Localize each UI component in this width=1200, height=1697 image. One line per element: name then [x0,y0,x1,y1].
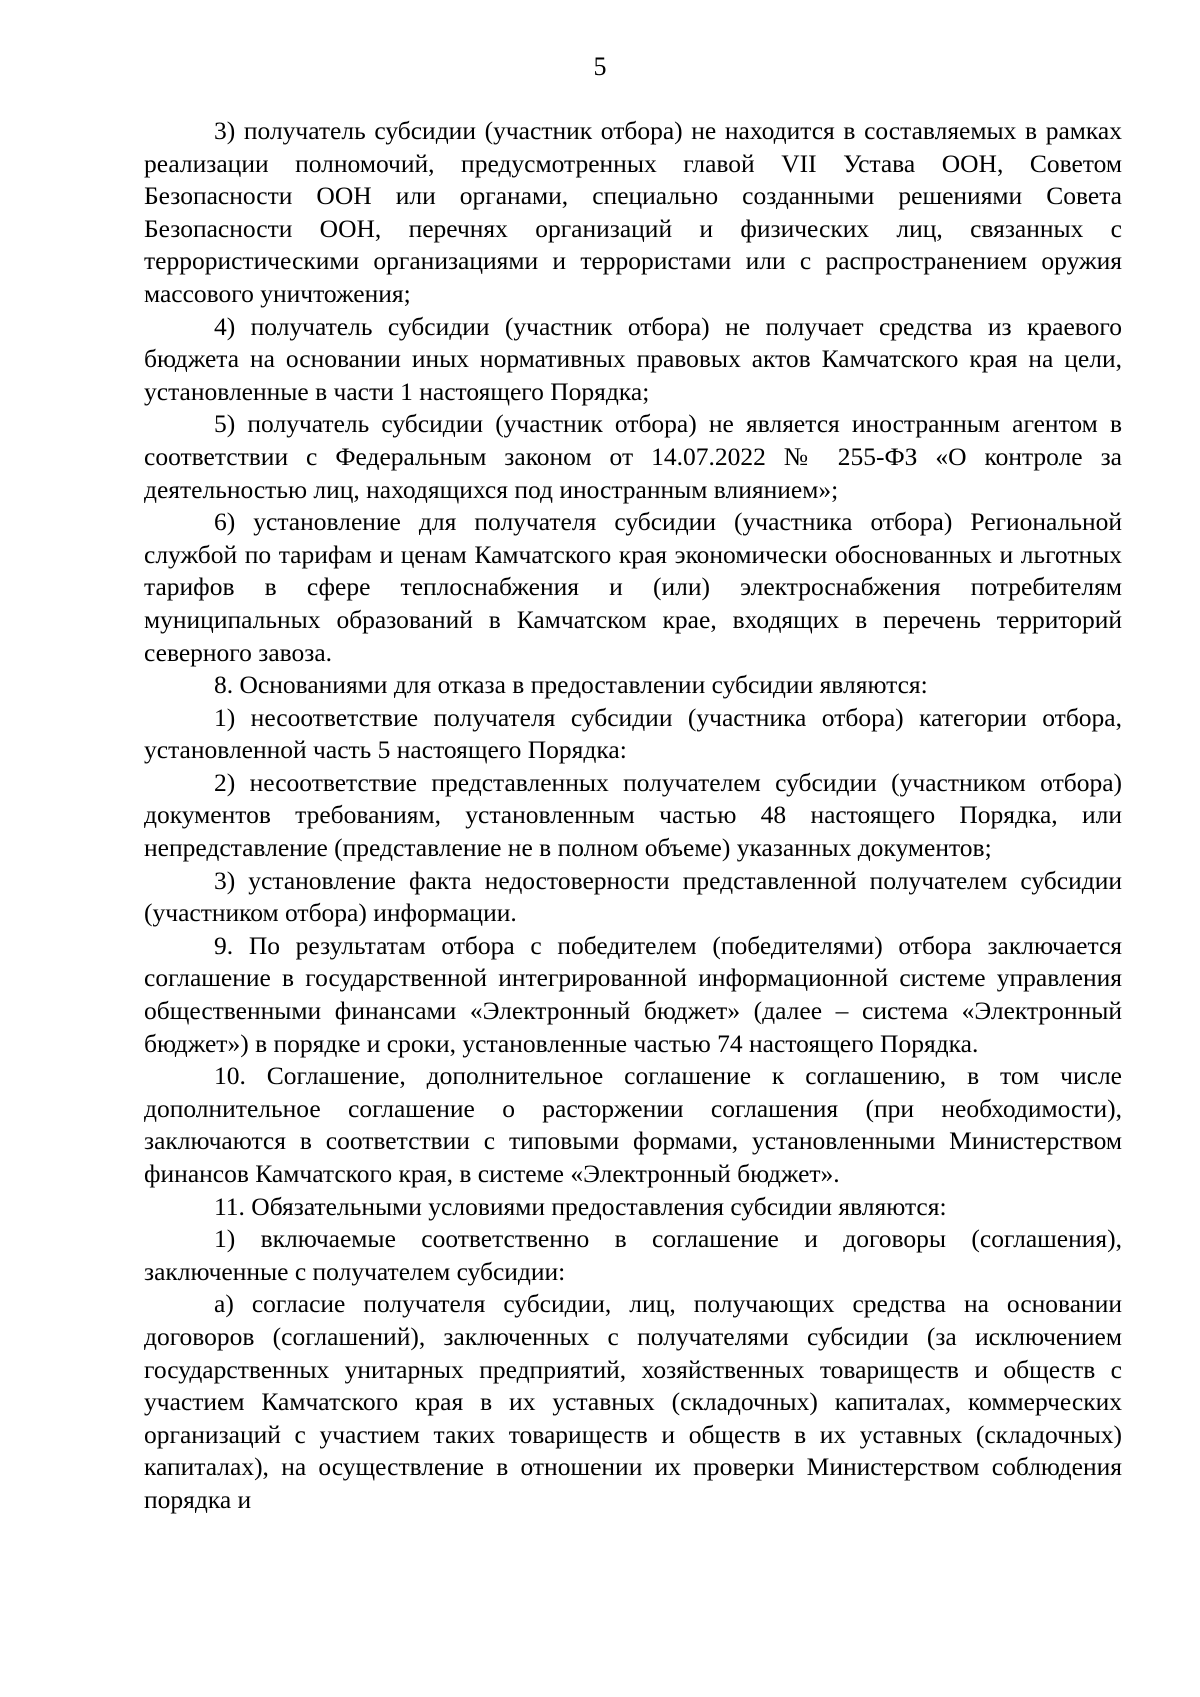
paragraph-section-11-subitem-a: а) согласие получателя субсидии, лиц, получающих средства на основании договоров (соглашений), заключенных с получателями субсидии (за исключением государственных унитарных предприятий, хозяйственных товариществ и обществ с участием Камчатского края в их уставных (складочных) капиталах, коммерческих организаций с участием таких товариществ и обществ в их уставных (складочных) капиталах), на осуществление в отношении их проверки Министерством соблюдения порядка и [144,1289,1122,1514]
paragraph-item-3: 3) получатель субсидии (участник отбора) не находится в составляемых в рамках реализации полномочий, предусмотренных главой VII Устава ООН, Советом Безопасности ООН или органами, специально созданными решениями Совета Безопасности ООН, перечнях организаций и физических лиц, связанных с террористическими организациями и террористами или с распространением оружия массового уничтожения; [144,116,1122,308]
paragraph-section-8-item-2: 2) несоответствие представленных получателем субсидии (участником отбора) документов требованиям, установленным частью 48 настоящего Порядка, или непредставление (представление не в полном объеме) указанных документов; [144,767,1122,863]
paragraph-section-8: 8. Основаниями для отказа в предоставлении субсидии являются: [214,670,928,700]
paragraph-section-10: 10. Соглашение, дополнительное соглашение к соглашению, в том числе дополнительное соглашение о расторжении соглашения (при необходимости), заключаются в соответствии с типовыми формами, установленными Министерством финансов Камчатского края, в системе «Электронный бюджет». [144,1061,1122,1188]
paragraph-section-11: 11. Обязательными условиями предоставления субсидии являются: [214,1191,947,1221]
page-number: 5 [593,52,607,81]
paragraph-section-8-item-1: 1) несоответствие получателя субсидии (участника отбора) категории отбора, установленной часть 5 настоящего Порядка: [144,702,1122,765]
paragraph-item-5: 5) получатель субсидии (участник отбора) не является иностранным агентом в соответствии с Федеральным законом от 14.07.2022 № 255-ФЗ «О контроле за деятельностью лиц, находящихся под иностранным влиянием»; [144,409,1122,504]
paragraph-section-11-item-1: 1) включаемые соответственно в соглашение и договоры (соглашения), заключенные с получателем субсидии: [144,1224,1122,1286]
paragraph-section-9: 9. По результатам отбора с победителем (победителями) отбора заключается соглашение в государственной интегрированной информационной системе управления общественными финансами «Электронный бюджет» (далее – система «Электронный бюджет») в порядке и сроки, установленные частью 74 настоящего Порядка. [144,930,1122,1058]
document-body [144,115,1122,1517]
paragraph-item-6: 6) установление для получателя субсидии (участника отбора) Региональной службой по тарифам и ценам Камчатского края экономически обоснованных и льготных тарифов в сфере теплоснабжения и (или) электроснабжения потребителям муниципальных образований в Камчатском крае, входящих в перечень территорий северного завоза. [144,507,1122,667]
paragraph-section-8-item-3: 3) установление факта недостоверности представленной получателем субсидии (участником отбора) информации. [144,865,1122,928]
paragraph-item-4: 4) получатель субсидии (участник отбора) не получает средства из краевого бюджета на основании иных нормативных правовых актов Камчатского края на цели, установленные в части 1 настоящего Порядка; [144,311,1122,406]
